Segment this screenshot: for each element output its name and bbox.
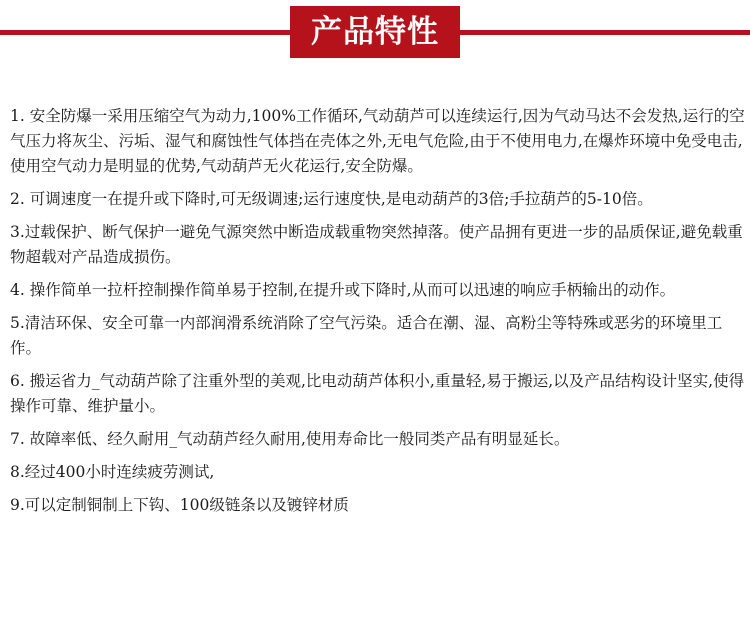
section-header: [0, 0, 750, 64]
feature-item-9: 9.可以定制铜制上下钩、100级链条以及镀锌材质: [10, 496, 349, 514]
section-title: 产品特性: [290, 6, 460, 58]
feature-item-3: 3.过载保护、断气保护一避免气源突然中断造成载重物突然掉落。使产品拥有更进一步的品质保证,避免载重物超载对产品造成损伤。: [10, 223, 743, 266]
feature-item-1: 1. 安全防爆一采用压缩空气为动力,100%工作循环,气动葫芦可以连续运行,因为气动马达不会发热,运行的空气压力将灰尘、污垢、湿气和腐蚀性气体挡在壳体之外,无电气危险,由于不使用电力,在爆炸环境中免受电击,使用空气动力是明显的优势,气动葫芦无火花运行,安全防爆。: [10, 107, 745, 175]
feature-item-4: 4. 操作简单一拉杆控制操作简单易于控制,在提升或下降时,从而可以迅速的响应手柄输出的动作。: [10, 281, 676, 299]
feature-item-5: 5.清洁环保、安全可靠一内部润滑系统消除了空气污染。适合在潮、湿、高粉尘等特殊或恶劣的环境里工作。: [10, 314, 723, 357]
header-divider-right: [460, 30, 750, 35]
feature-item-7: 7. 故障率低、经久耐用_气动葫芦经久耐用,使用寿命比一般同类产品有明显延长。: [10, 430, 570, 448]
header-divider-left: [0, 30, 290, 35]
feature-item-6: 6. 搬运省力_气动葫芦除了注重外型的美观,比电动葫芦体积小,重量轻,易于搬运,以及产品结构设计坚实,使得操作可靠、维护量小。: [10, 372, 745, 415]
feature-item-8: 8.经过400小时连续疲劳测试,: [10, 463, 215, 481]
feature-list: [10, 104, 745, 526]
feature-item-2: 2. 可调速度一在提升或下降时,可无级调速;运行速度快,是电动葫芦的3倍;手拉葫芦的5-10倍。: [10, 190, 653, 208]
